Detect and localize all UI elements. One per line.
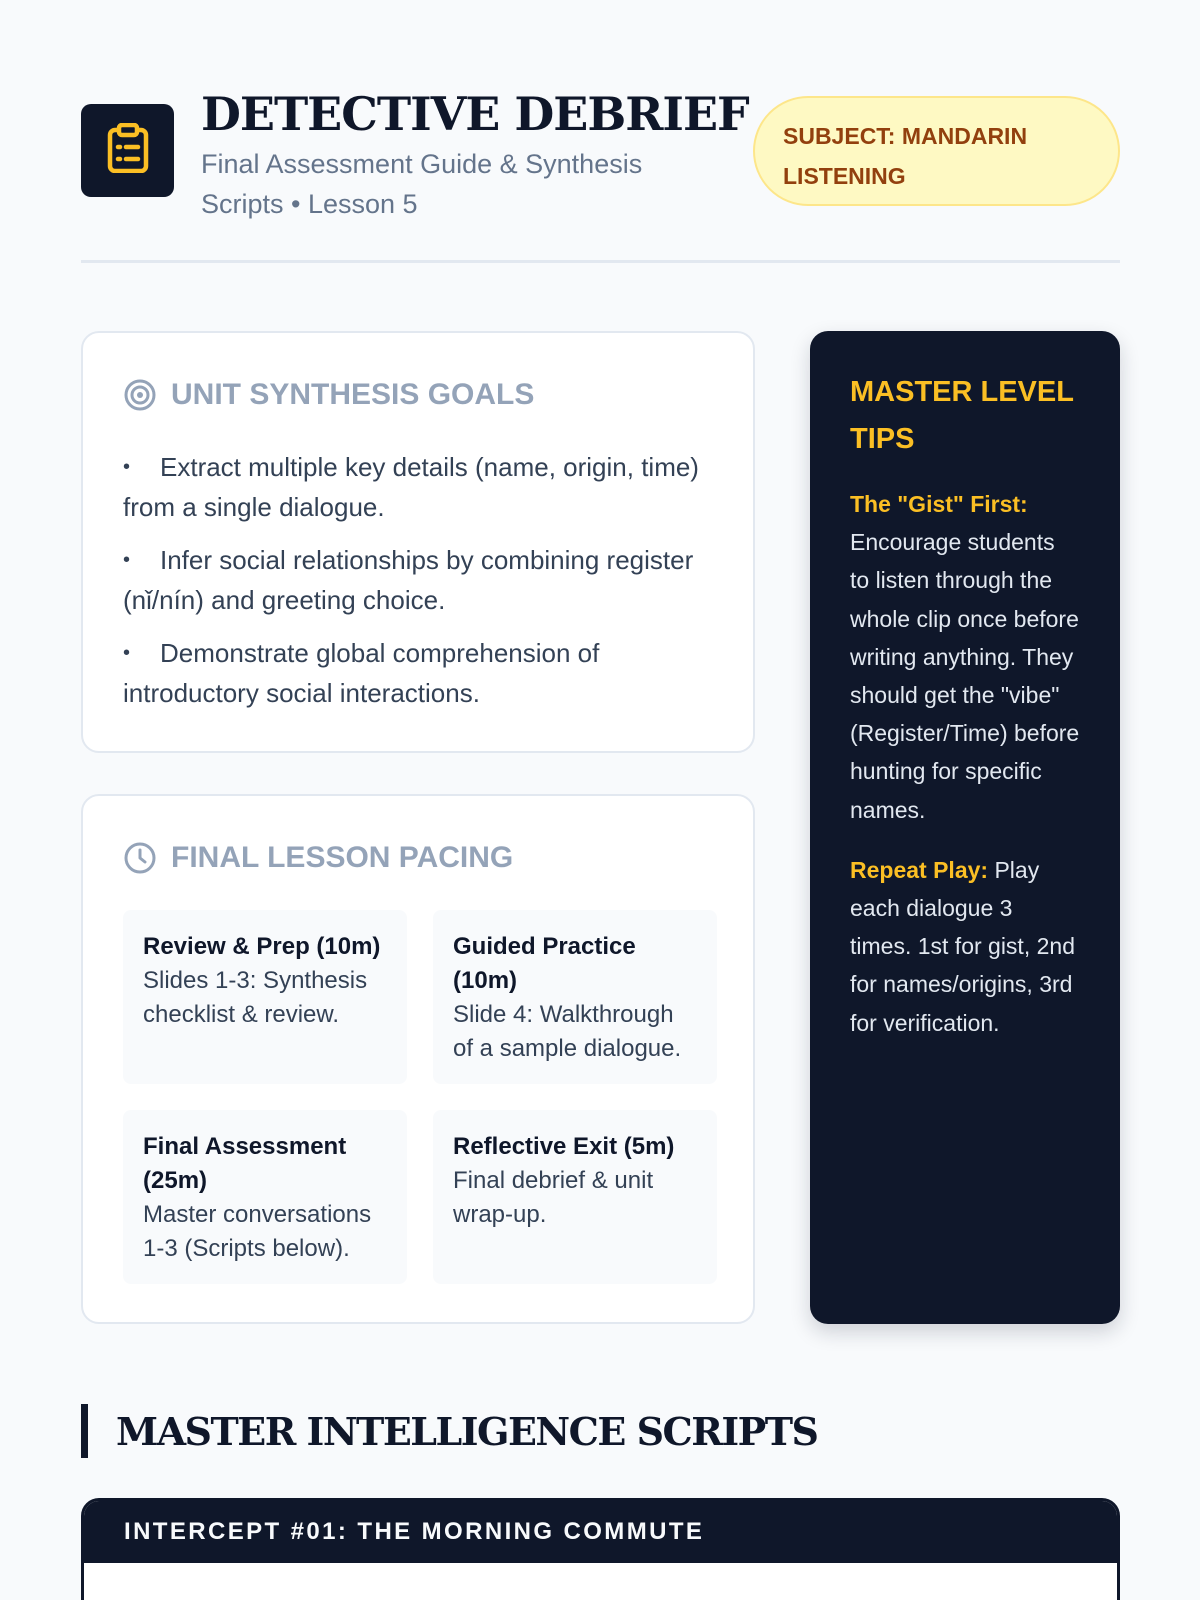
pacing-block-desc: Slide 4: Walkthrough of a sample dialogue. [453, 1001, 682, 1062]
list-item: • Demonstrate global comprehension of introductory social interactions. [123, 638, 600, 708]
pacing-grid [123, 910, 717, 1286]
goals-heading-text: UNIT SYNTHESIS GOALS [171, 378, 535, 411]
pacing-block-desc: Final debrief & unit wrap-up. [453, 1167, 654, 1228]
target-icon [123, 378, 157, 412]
scripts-title: MASTER INTELLIGENCE SCRIPTS [116, 1408, 818, 1454]
tip-text: Play each dialogue 3 times. 1st for gist, 2nd for names/origins, 3rd for verification. [850, 856, 1075, 1036]
goal-text: Demonstrate global comprehension of introductory social interactions. [123, 638, 600, 708]
pacing-block [123, 910, 407, 1084]
pacing-block [123, 1110, 407, 1284]
pacing-block-desc: Slides 1-3: Synthesis checklist & review. [143, 967, 368, 1028]
page-header [81, 86, 1120, 219]
tips-title: MASTER LEVEL TIPS [850, 376, 1074, 455]
list-item: • Extract multiple key details (name, origin, time) from a single dialogue. [123, 452, 699, 522]
tip-text: Encourage students to listen through the whole clip once before writing anything. They should get the "vibe" (Register/Time) before hunting for specific names. [850, 529, 1080, 823]
header-divider [81, 260, 1120, 263]
pacing-heading-text: FINAL LESSON PACING [171, 841, 514, 874]
clipboard-list-icon [105, 123, 151, 178]
intercept-title: INTERCEPT #01: THE MORNING COMMUTE [84, 1501, 1117, 1563]
pacing-block-title: Reflective Exit (5m) [453, 1133, 675, 1160]
subject-badge: SUBJECT: MANDARIN LISTENING [753, 96, 1120, 206]
tip-gist [850, 485, 1080, 829]
section-accent-bar [81, 1404, 88, 1458]
pacing-block-desc: Master conversations 1-3 (Scripts below). [143, 1201, 372, 1262]
page-subtitle: Final Assessment Guide & Synthesis Scripts • Lesson 5 [201, 149, 643, 219]
scripts-section-heading [81, 1404, 817, 1458]
pacing-block-title: Guided Practice (10m) [453, 933, 636, 994]
logo [81, 104, 174, 197]
pacing-block [433, 910, 717, 1084]
pacing-block-title: Review & Prep (10m) [143, 933, 381, 960]
tip-label: The "Gist" First: [850, 491, 1028, 517]
synthesis-goals-card [81, 331, 755, 753]
pacing-block [433, 1110, 717, 1284]
tip-label: Repeat Play: [850, 856, 989, 883]
goal-text: Infer social relationships by combining register (nǐ/nín) and greeting choice. [123, 545, 694, 615]
goals-heading [123, 375, 534, 415]
tip-repeat-play [850, 851, 1080, 1042]
goals-list [123, 447, 703, 726]
master-tips-panel [810, 331, 1120, 1324]
title-block [201, 86, 749, 224]
list-item: • Infer social relationships by combining register (nǐ/nín) and greeting choice. [123, 545, 694, 615]
clock-icon [123, 841, 157, 875]
goal-text: Extract multiple key details (name, origin, time) from a single dialogue. [123, 452, 699, 522]
pacing-heading [123, 838, 513, 878]
page-title: DETECTIVE DEBRIEF [201, 87, 749, 141]
lesson-pacing-card [81, 794, 755, 1324]
intercept-card [81, 1498, 1120, 1600]
pacing-block-title: Final Assessment (25m) [143, 1133, 347, 1194]
